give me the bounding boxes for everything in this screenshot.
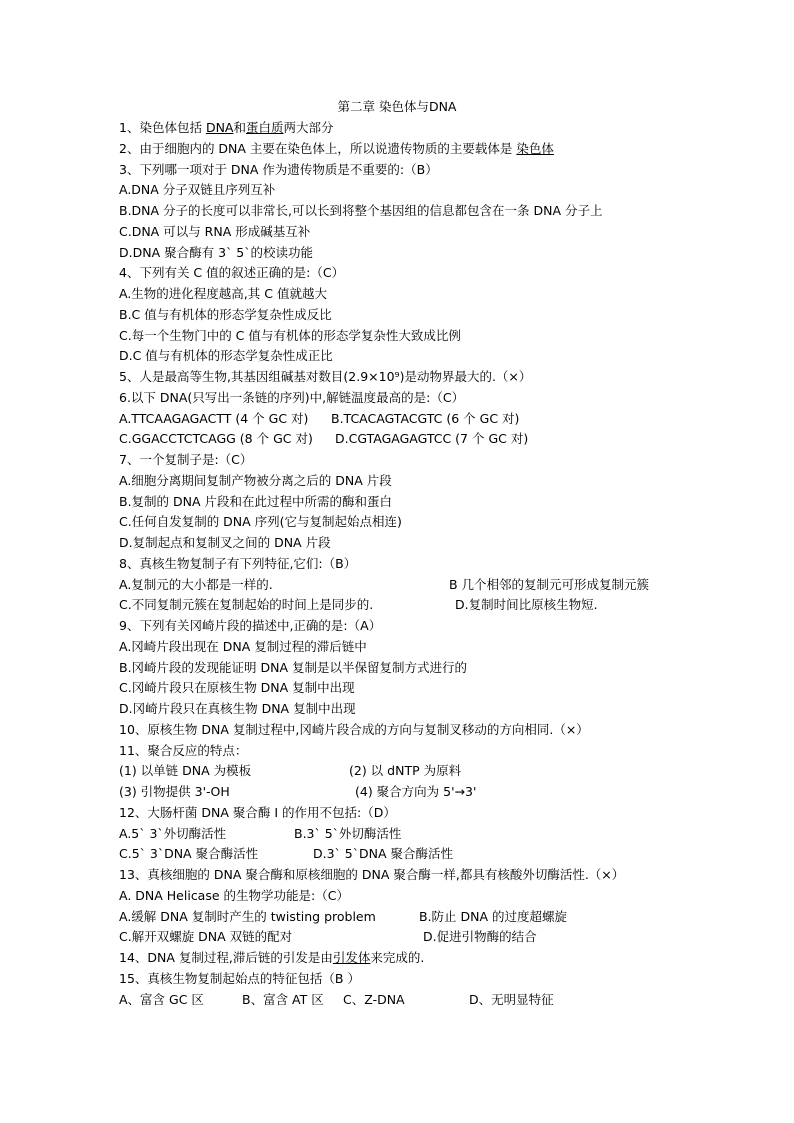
q13-options-ab — [119, 907, 719, 928]
q13-option-c: C.解开双螺旋 DNA 双链的配对 — [119, 929, 293, 945]
q1-text: 1、染色体包括 — [119, 120, 206, 135]
q1-text-end: 两大部分 — [283, 120, 334, 135]
q9-option-d: D.冈崎片段只在真核生物 DNA 复制中出现 — [119, 701, 356, 716]
question-10: 10、原核生物 DNA 复制过程中,冈崎片段合成的方向与复制叉移动的方向相同.（×） — [119, 721, 589, 737]
question-11-stem: 11、聚合反应的特点： — [119, 742, 248, 758]
q15-option-d: D、无明显特征 — [469, 991, 554, 1007]
question-8-stem: 8、真核生物复制子有下列特征,它们:（B） — [119, 555, 357, 571]
question-15-stem: 15、真核生物复制起始点的特征包括（B ） — [119, 970, 360, 986]
q8-options-cd — [119, 595, 719, 616]
q13-sub-stem: A. DNA Helicase 的生物学功能是:（C） — [119, 887, 349, 903]
question-1 — [119, 118, 719, 139]
q15-option-b: B、富含 AT 区 — [242, 991, 324, 1007]
q3-option-a: A.DNA 分子双链且序列互补 — [119, 182, 276, 198]
q14-text: 14、DNA 复制过程,滞后链的引发是由 — [119, 950, 333, 965]
question-list — [119, 118, 719, 1010]
q8-option-a: A.复制元的大小都是一样的. — [119, 576, 273, 592]
q9-option-c: C.冈崎片段只在原核生物 DNA 复制中出现 — [119, 680, 355, 696]
q11-point-2: (2) 以 dNTP 为原料 — [349, 763, 462, 779]
q12-option-b: B.3` 5`外切酶活性 — [294, 825, 402, 841]
q8-option-d: D.复制时间比原核生物短. — [455, 597, 598, 613]
q11-point-4: (4) 聚合方向为 5'→3' — [355, 784, 477, 799]
q13-option-a: A.缓解 DNA 复制时产生的 twisting problem — [119, 908, 376, 924]
question-5: 5、人是最高等生物,其基因组碱基对数目(2.9×10⁹)是动物界最大的.（×） — [119, 369, 532, 384]
q13-options-cd — [119, 927, 719, 948]
q14-text-end: 来完成的. — [370, 950, 425, 965]
chapter-title: 第二章 染色体与DNA — [337, 99, 457, 114]
q8-option-c: C.不同复制元簇在复制起始的时间上是同步的. — [119, 597, 374, 613]
q12-option-d: D.3` 5`DNA 聚合酶活性 — [313, 846, 453, 862]
q4-option-c: C.每一个生物门中的 C 值与有机体的形态学复杂性大致成比例 — [119, 327, 461, 343]
q7-option-c: C.任何自发复制的 DNA 序列(它与复制起始点相连) — [119, 514, 402, 530]
q12-option-a: A.5` 3`外切酶活性 — [119, 825, 227, 841]
question-2 — [119, 139, 719, 160]
q7-option-d: D.复制起点和复制叉之间的 DNA 片段 — [119, 535, 331, 550]
question-12-stem: 12、大肠杆菌 DNA 聚合酶 I 的作用不包括:（D） — [119, 804, 396, 820]
q6-option-d: D.CGTAGAGAGTCC (7 个 GC 对) — [335, 431, 529, 447]
q6-options-ab — [119, 409, 719, 430]
q7-option-a: A.细胞分离期间复制产物被分离之后的 DNA 片段 — [119, 472, 392, 488]
q12-option-c: C.5` 3`DNA 聚合酶活性 — [119, 846, 259, 862]
q11-point-1: (1) 以单链 DNA 为模板 — [119, 763, 252, 779]
q6-option-c: C.GGACCTCTCAGG (8 个 GC 对) — [119, 431, 313, 447]
q2-answer: 染色体 — [516, 140, 554, 156]
q15-option-c: C、Z-DNA — [343, 991, 405, 1007]
q4-option-a: A.生物的进化程度越高,其 C 值就越大 — [119, 286, 327, 301]
question-6-stem: 6.以下 DNA(只写出一条链的序列)中,解链温度最高的是:（C） — [119, 389, 465, 405]
q9-option-b: B.冈崎片段的发现能证明 DNA 复制是以半保留复制方式进行的 — [119, 659, 468, 675]
q11-points-34 — [119, 782, 719, 803]
q1-answer-protein: 蛋白质 — [245, 120, 284, 135]
q3-option-b: B.DNA 分子的长度可以非常长,可以长到将整个基因组的信息都包含在一条 DNA 分子上 — [119, 203, 603, 218]
q2-text: 2、由于细胞内的 DNA 主要在染色体上，所以说遗传物质的主要载体是 — [119, 140, 517, 156]
question-14 — [119, 948, 719, 969]
q6-option-a: A.TTCAAGAGACTT (4 个 GC 对) — [119, 410, 309, 426]
question-9-stem: 9、下列有关冈崎片段的描述中,正确的是:（A） — [119, 618, 382, 633]
q1-answer-dna: DNA — [205, 120, 234, 135]
q4-option-b: B.C 值与有机体的形态学复杂性成反比 — [119, 306, 332, 322]
q9-option-a: A.冈崎片段出现在 DNA 复制过程的滞后链中 — [119, 638, 367, 654]
q8-option-b: B 几个相邻的复制元可形成复制元簇 — [449, 576, 650, 592]
q6-options-cd — [119, 429, 719, 450]
q11-points-12 — [119, 761, 719, 782]
question-13-stem: 13、真核细胞的 DNA 聚合酶和原核细胞的 DNA 聚合酶一样,都具有核酸外切酶活性.（×） — [119, 867, 625, 882]
q4-option-d: D.C 值与有机体的形态学复杂性成正比 — [119, 348, 333, 364]
q14-answer: 引发体 — [332, 950, 371, 965]
question-3-stem: 3、下列哪一项对于 DNA 作为遗传物质是不重要的:（B） — [119, 161, 438, 177]
q11-point-3: (3) 引物提供 3'-OH — [119, 784, 230, 799]
q8-options-ab — [119, 575, 719, 596]
question-7-stem: 7、一个复制子是:（C） — [119, 452, 253, 467]
question-4-stem: 4、下列有关 C 值的叙述正确的是:（C） — [119, 265, 345, 281]
q15-options — [119, 990, 719, 1011]
q1-text-and: 和 — [233, 120, 246, 135]
q7-option-b: B.复制的 DNA 片段和在此过程中所需的酶和蛋白 — [119, 493, 393, 509]
q13-option-d: D.促进引物酶的结合 — [423, 929, 537, 945]
q15-option-a: A、富含 GC 区 — [119, 991, 204, 1007]
q6-option-b: B.TCACAGTACGTC (6 个 GC 对) — [331, 410, 520, 426]
q12-options-cd — [119, 844, 719, 865]
q3-option-c: C.DNA 可以与 RNA 形成碱基互补 — [119, 223, 311, 239]
q13-option-b: B.防止 DNA 的过度超螺旋 — [419, 908, 568, 924]
q12-options-ab — [119, 824, 719, 845]
q3-option-d: D.DNA 聚合酶有 3` 5`的校读功能 — [119, 244, 313, 260]
